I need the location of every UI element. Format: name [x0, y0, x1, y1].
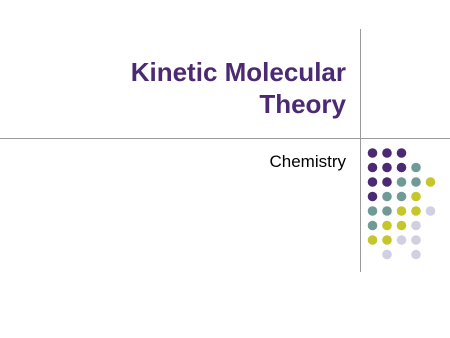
lavender-dot	[411, 221, 421, 231]
teal-dot	[397, 177, 407, 187]
lavender-dot	[411, 250, 421, 260]
teal-dot	[368, 206, 378, 216]
lavender-dot	[411, 235, 421, 245]
slide-subtitle: Chemistry	[269, 152, 346, 171]
purple-dot	[368, 148, 378, 158]
lavender-dot	[382, 250, 392, 260]
lavender-dot	[426, 206, 436, 216]
olive-dot	[426, 177, 436, 187]
teal-dot	[382, 192, 392, 202]
purple-dot	[397, 148, 407, 158]
purple-dot	[382, 177, 392, 187]
teal-dot	[382, 206, 392, 216]
purple-dot	[397, 163, 407, 173]
teal-dot	[411, 177, 421, 187]
olive-dot	[397, 221, 407, 231]
olive-dot	[397, 206, 407, 216]
lavender-dot	[397, 235, 407, 245]
olive-dot	[382, 221, 392, 231]
purple-dot	[368, 163, 378, 173]
olive-dot	[368, 235, 378, 245]
olive-dot	[382, 235, 392, 245]
teal-dot	[397, 192, 407, 202]
olive-dot	[411, 206, 421, 216]
olive-dot	[411, 192, 421, 202]
slide-title: Kinetic Molecular Theory	[130, 57, 346, 119]
teal-dot	[368, 221, 378, 231]
purple-dot	[368, 177, 378, 187]
purple-dot	[382, 163, 392, 173]
purple-dot	[382, 148, 392, 158]
teal-dot	[411, 163, 421, 173]
purple-dot	[368, 192, 378, 202]
